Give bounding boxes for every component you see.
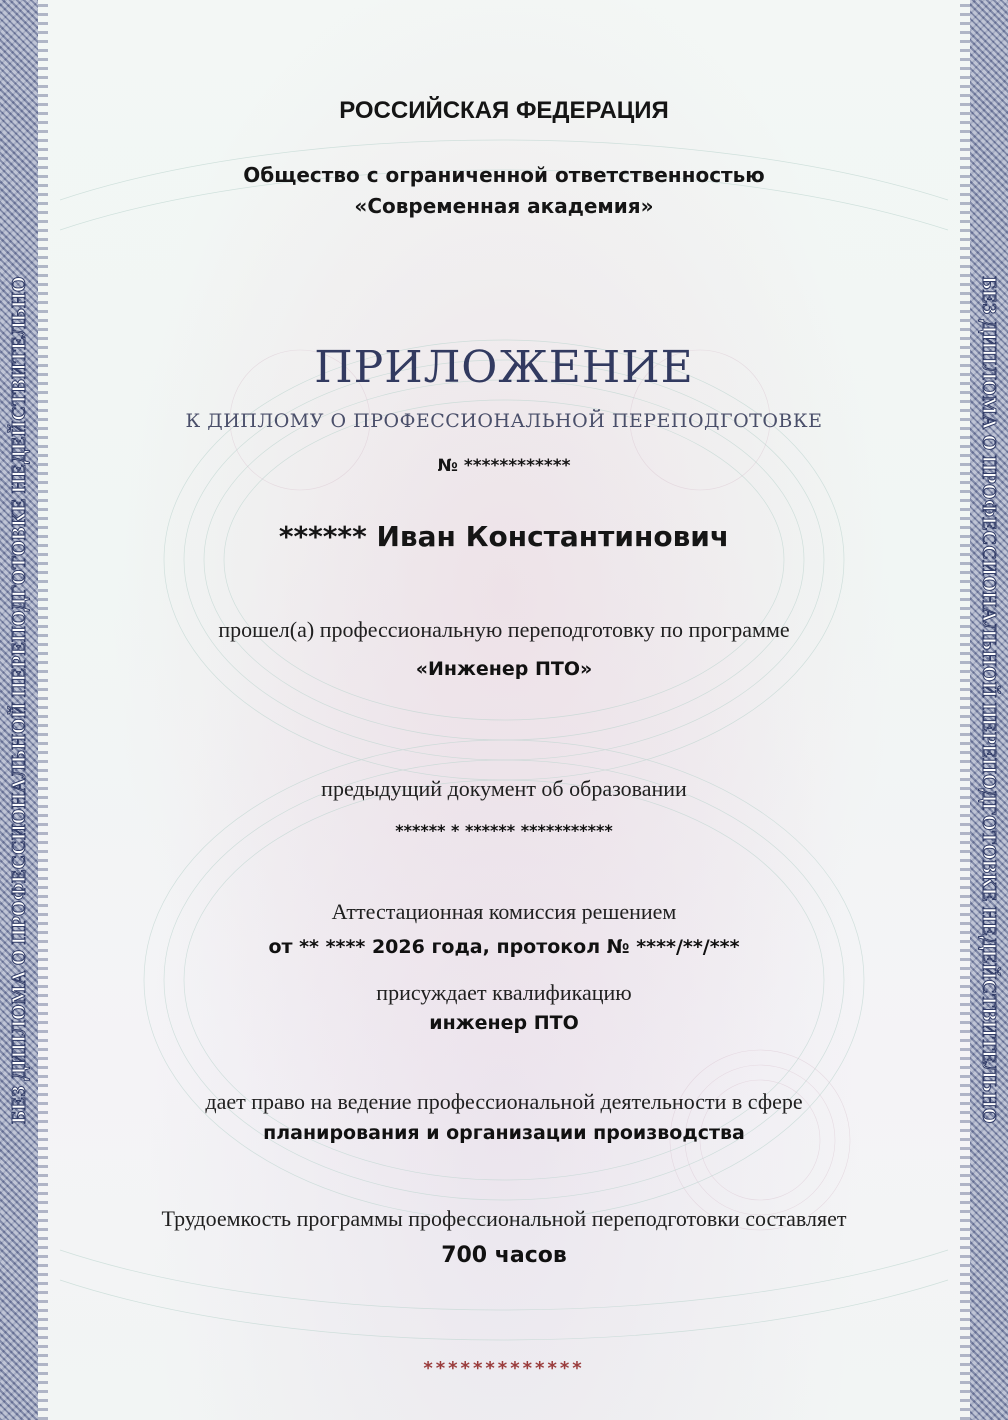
rights-label: дает право на ведение профессиональной деятельности в сфере: [205, 1089, 803, 1114]
document-subtitle: К ДИПЛОМУ О ПРОФЕССИОНАЛЬНОЙ ПЕРЕПОДГОТОВКЕ: [185, 410, 823, 432]
holder-full-name: ****** Иван Константинович: [278, 520, 730, 553]
qualification-label: присуждает квалификацию: [376, 980, 632, 1005]
workload-value: 700 часов: [441, 1243, 567, 1268]
rights-sphere: планирования и организации производства: [263, 1122, 745, 1144]
document-number: № ************: [437, 456, 571, 476]
organization-name: «Современная академия»: [354, 194, 654, 218]
program-name: «Инженер ПТО»: [415, 658, 593, 680]
commission-label: Аттестационная комиссия решением: [331, 899, 677, 924]
qualification-value: инженер ПТО: [429, 1012, 579, 1034]
serial-mark: *************: [423, 1358, 585, 1379]
previous-document-label: предыдущий документ об образовании: [321, 776, 687, 801]
commission-decision: от ** **** 2026 года, протокол № ****/**/***: [268, 936, 740, 958]
workload-label: Трудоемкость программы профессиональной переподготовки составляет: [161, 1206, 847, 1231]
document-title: ПРИЛОЖЕНИЕ: [314, 342, 694, 393]
left-border-watermark-text: БЕЗ ДИПЛОМА О ПРОФЕССИОНАЛЬНОЙ ПЕРЕПОДГОТОВКЕ НЕДЕЙСТВИТЕЛЬНО: [8, 276, 30, 1124]
previous-document-value: ****** * ****** ***********: [395, 821, 613, 840]
program-intro: прошел(а) профессиональную переподготовку по программе: [218, 617, 790, 642]
organization-type: Общество с ограниченной ответственностью: [243, 163, 765, 187]
right-border-watermark-text: БЕЗ ДИПЛОМА О ПРОФЕССИОНАЛЬНОЙ ПЕРЕПОДГОТОВКЕ НЕДЕЙСТВИТЕЛЬНО: [978, 276, 1000, 1124]
country-heading: РОССИЙСКАЯ ФЕДЕРАЦИЯ: [339, 97, 669, 124]
